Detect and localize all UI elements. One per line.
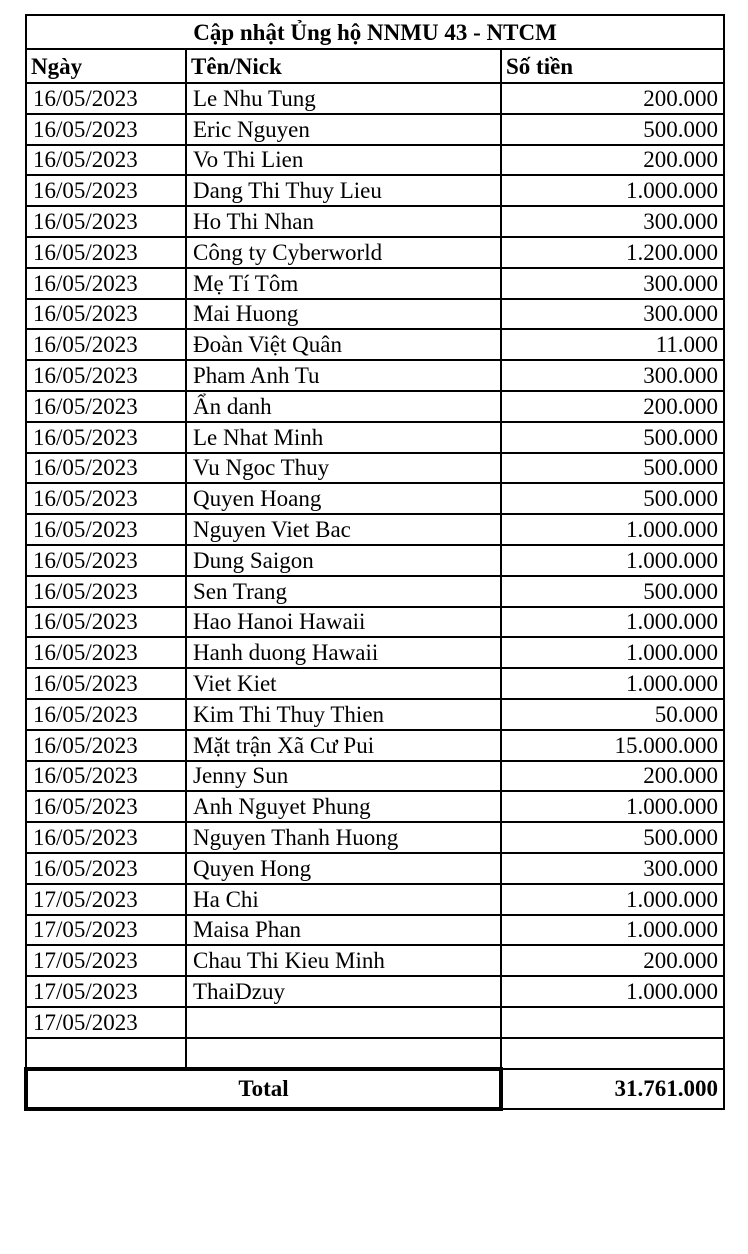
cell-amount [501, 1007, 724, 1038]
cell-date: 16/05/2023 [26, 822, 186, 853]
cell-date: 17/05/2023 [26, 976, 186, 1007]
cell-name: Le Nhu Tung [186, 83, 501, 114]
table-row [26, 114, 724, 145]
table-row [26, 884, 724, 915]
table-row [26, 237, 724, 268]
cell-name: ThaiDzuy [186, 976, 501, 1007]
cell-name: Mai Huong [186, 299, 501, 330]
table-row [26, 514, 724, 545]
donation-sheet [24, 14, 722, 1111]
table-row [26, 730, 724, 761]
cell-name: Ho Thi Nhan [186, 206, 501, 237]
cell-name: Đoàn Việt Quân [186, 329, 501, 360]
header-date: Ngày [26, 49, 186, 83]
cell-amount: 1.000.000 [501, 976, 724, 1007]
cell-date: 16/05/2023 [26, 329, 186, 360]
cell-date: 16/05/2023 [26, 299, 186, 330]
cell-name: Vu Ngoc Thuy [186, 453, 501, 484]
cell-date: 16/05/2023 [26, 360, 186, 391]
total-amount: 31.761.000 [501, 1069, 724, 1109]
table-row [26, 853, 724, 884]
cell-name: Kim Thi Thuy Thien [186, 699, 501, 730]
cell-date: 16/05/2023 [26, 422, 186, 453]
cell-name: Ha Chi [186, 884, 501, 915]
cell-name: Eric Nguyen [186, 114, 501, 145]
cell-name: Nguyen Viet Bac [186, 514, 501, 545]
cell-amount: 1.200.000 [501, 237, 724, 268]
cell-date: 16/05/2023 [26, 237, 186, 268]
cell-date: 17/05/2023 [26, 915, 186, 946]
cell-name [186, 1007, 501, 1038]
cell-date: 16/05/2023 [26, 175, 186, 206]
cell-amount: 1.000.000 [501, 175, 724, 206]
cell-name: Dung Saigon [186, 545, 501, 576]
cell-name: Pham Anh Tu [186, 360, 501, 391]
cell-date: 17/05/2023 [26, 1007, 186, 1038]
cell-amount [501, 1038, 724, 1069]
table-row [26, 145, 724, 176]
cell-amount: 500.000 [501, 422, 724, 453]
cell-date: 16/05/2023 [26, 114, 186, 145]
cell-date: 17/05/2023 [26, 945, 186, 976]
cell-name: Ẩn danh [186, 391, 501, 422]
cell-amount: 200.000 [501, 945, 724, 976]
cell-date: 16/05/2023 [26, 730, 186, 761]
cell-name: Sen Trang [186, 576, 501, 607]
cell-date: 16/05/2023 [26, 668, 186, 699]
cell-amount: 300.000 [501, 206, 724, 237]
cell-name: Hanh duong Hawaii [186, 637, 501, 668]
table-row [26, 391, 724, 422]
cell-amount: 500.000 [501, 822, 724, 853]
cell-name: Nguyen Thanh Huong [186, 822, 501, 853]
cell-name: Quyen Hong [186, 853, 501, 884]
cell-date: 16/05/2023 [26, 268, 186, 299]
table-row [26, 175, 724, 206]
table-body [26, 15, 724, 1109]
cell-amount: 1.000.000 [501, 545, 724, 576]
cell-date: 16/05/2023 [26, 637, 186, 668]
table-row [26, 268, 724, 299]
cell-date: 16/05/2023 [26, 607, 186, 638]
table-row [26, 329, 724, 360]
cell-amount: 15.000.000 [501, 730, 724, 761]
cell-amount: 1.000.000 [501, 884, 724, 915]
cell-name: Anh Nguyet Phung [186, 791, 501, 822]
cell-name: Hao Hanoi Hawaii [186, 607, 501, 638]
table-row [26, 915, 724, 946]
header-row [26, 49, 724, 83]
cell-name: Mặt trận Xã Cư Pui [186, 730, 501, 761]
cell-name: Maisa Phan [186, 915, 501, 946]
cell-date: 16/05/2023 [26, 761, 186, 792]
cell-name: Le Nhat Minh [186, 422, 501, 453]
cell-amount: 200.000 [501, 761, 724, 792]
cell-name: Chau Thi Kieu Minh [186, 945, 501, 976]
title-row [26, 15, 724, 49]
cell-amount: 500.000 [501, 576, 724, 607]
cell-date: 16/05/2023 [26, 145, 186, 176]
cell-date: 16/05/2023 [26, 453, 186, 484]
table-row [26, 360, 724, 391]
table-row [26, 699, 724, 730]
cell-amount: 200.000 [501, 391, 724, 422]
cell-amount: 1.000.000 [501, 915, 724, 946]
donation-table [24, 14, 725, 1111]
cell-date: 16/05/2023 [26, 391, 186, 422]
table-row [26, 976, 724, 1007]
cell-amount: 1.000.000 [501, 514, 724, 545]
table-row [26, 483, 724, 514]
cell-amount: 1.000.000 [501, 791, 724, 822]
table-row [26, 422, 724, 453]
cell-name: Mẹ Tí Tôm [186, 268, 501, 299]
cell-date: 16/05/2023 [26, 545, 186, 576]
cell-amount: 1.000.000 [501, 668, 724, 699]
cell-date: 16/05/2023 [26, 853, 186, 884]
cell-date: 16/05/2023 [26, 514, 186, 545]
table-row [26, 206, 724, 237]
cell-amount: 300.000 [501, 360, 724, 391]
cell-date [26, 1038, 186, 1069]
table-row [26, 637, 724, 668]
cell-date: 16/05/2023 [26, 791, 186, 822]
cell-name: Dang Thi Thuy Lieu [186, 175, 501, 206]
cell-amount: 300.000 [501, 853, 724, 884]
cell-amount: 1.000.000 [501, 637, 724, 668]
cell-name: Jenny Sun [186, 761, 501, 792]
table-row [26, 299, 724, 330]
cell-date: 16/05/2023 [26, 576, 186, 607]
cell-amount: 500.000 [501, 483, 724, 514]
header-amount: Số tiền [501, 49, 724, 83]
table-row [26, 453, 724, 484]
table-row [26, 1038, 724, 1069]
cell-amount: 11.000 [501, 329, 724, 360]
sheet-title: Cập nhật Ủng hộ NNMU 43 - NTCM [26, 15, 724, 49]
cell-name: Công ty Cyberworld [186, 237, 501, 268]
cell-amount: 200.000 [501, 145, 724, 176]
table-row [26, 945, 724, 976]
table-row [26, 83, 724, 114]
cell-amount: 200.000 [501, 83, 724, 114]
header-name: Tên/Nick [186, 49, 501, 83]
cell-amount: 500.000 [501, 114, 724, 145]
table-row [26, 791, 724, 822]
cell-name [186, 1038, 501, 1069]
table-row [26, 576, 724, 607]
total-row [26, 1069, 724, 1109]
cell-amount: 500.000 [501, 453, 724, 484]
table-row [26, 822, 724, 853]
total-label: Total [26, 1069, 501, 1109]
cell-amount: 300.000 [501, 299, 724, 330]
cell-date: 16/05/2023 [26, 206, 186, 237]
cell-date: 16/05/2023 [26, 83, 186, 114]
cell-amount: 50.000 [501, 699, 724, 730]
cell-date: 16/05/2023 [26, 483, 186, 514]
table-row [26, 545, 724, 576]
table-row [26, 607, 724, 638]
table-row [26, 1007, 724, 1038]
table-row [26, 761, 724, 792]
table-row [26, 668, 724, 699]
cell-name: Quyen Hoang [186, 483, 501, 514]
cell-amount: 1.000.000 [501, 607, 724, 638]
cell-name: Viet Kiet [186, 668, 501, 699]
cell-date: 16/05/2023 [26, 699, 186, 730]
cell-name: Vo Thi Lien [186, 145, 501, 176]
cell-date: 17/05/2023 [26, 884, 186, 915]
cell-amount: 300.000 [501, 268, 724, 299]
